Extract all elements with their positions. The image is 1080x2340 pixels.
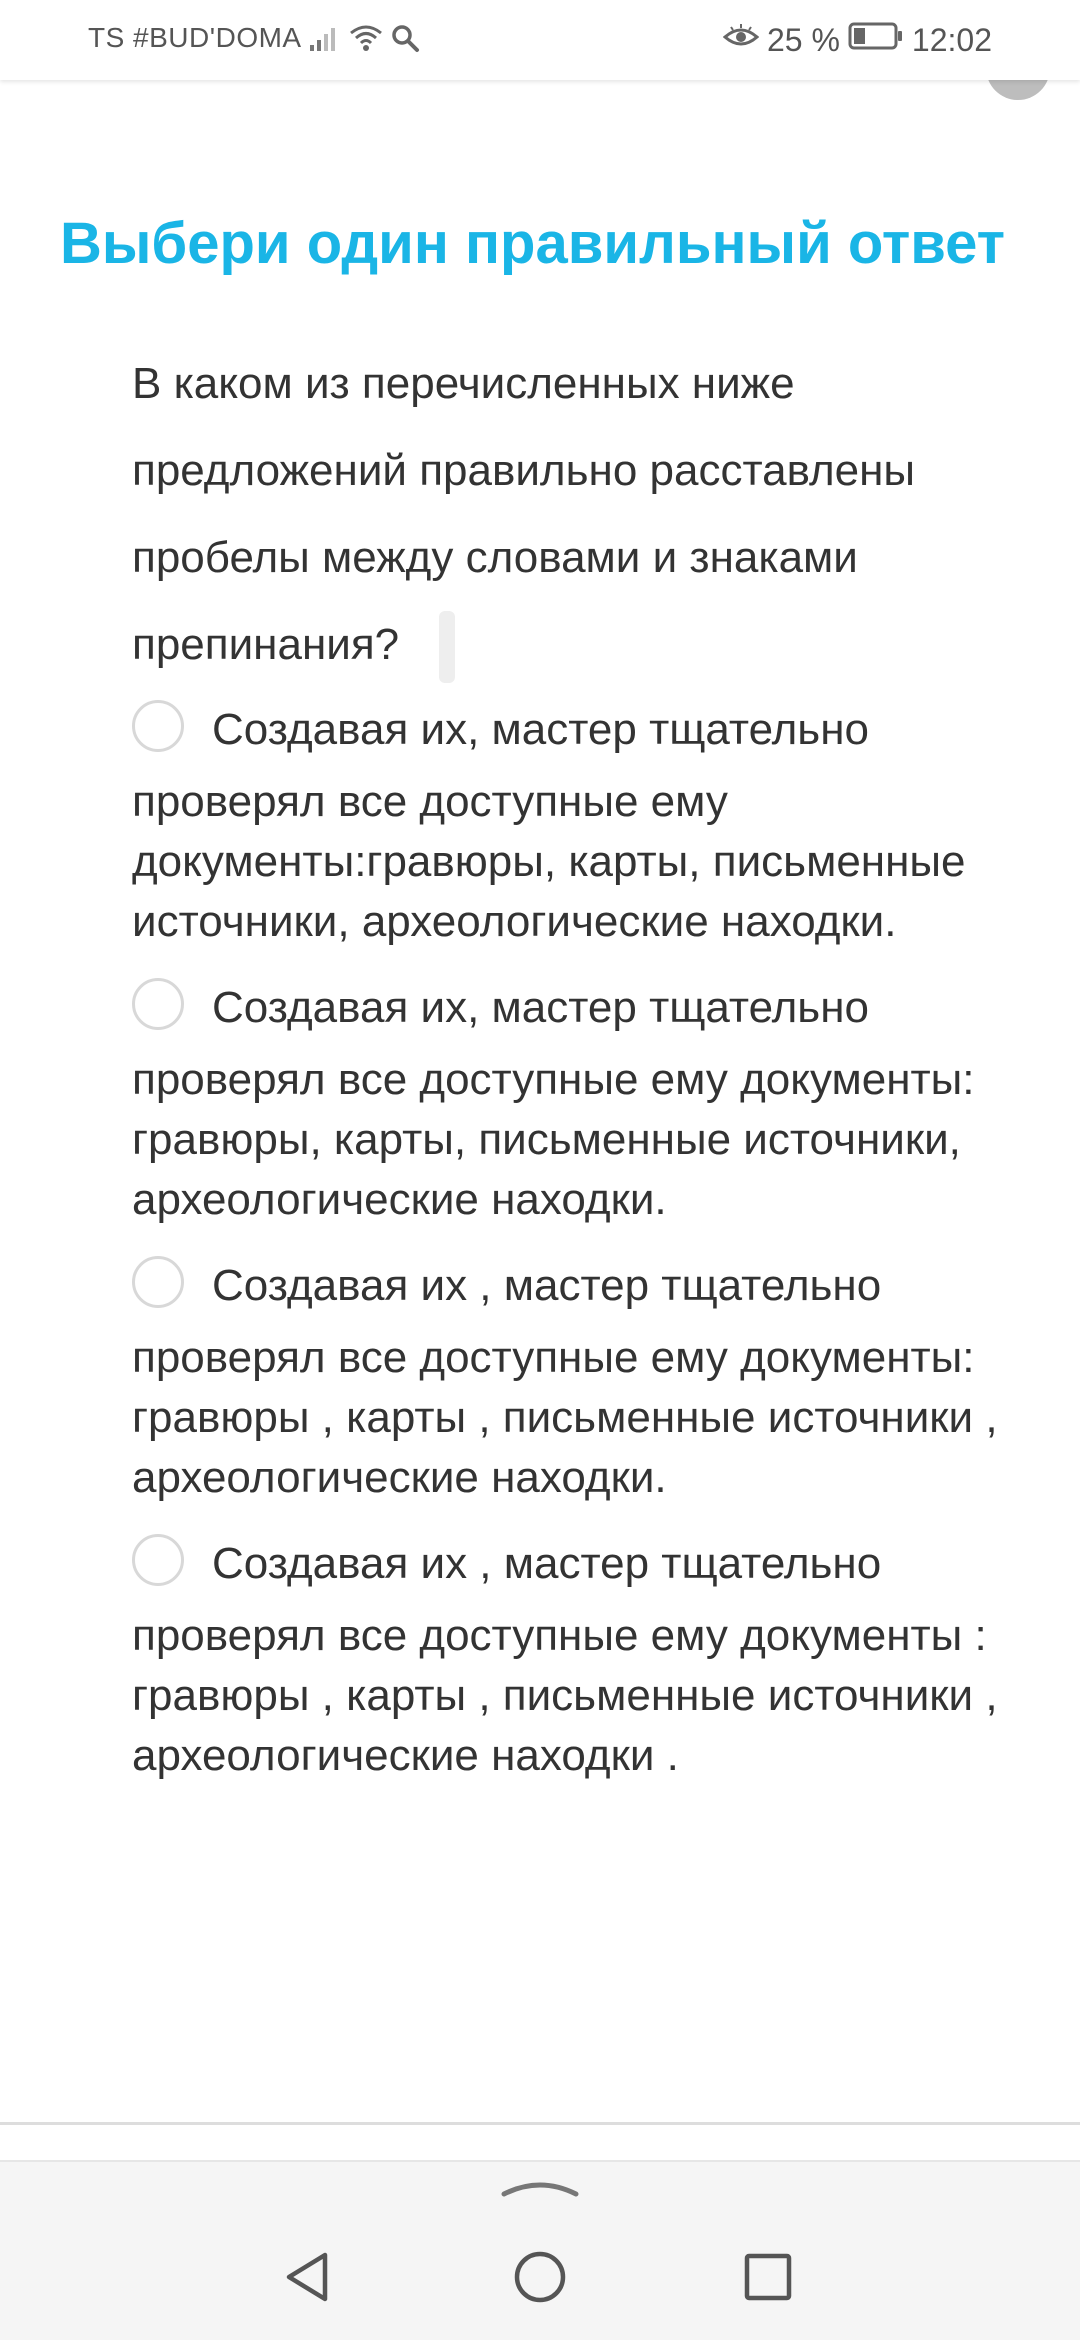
answer-option-2[interactable] bbox=[132, 978, 1032, 1230]
clock: 12:02 bbox=[911, 21, 992, 58]
search-icon bbox=[390, 23, 420, 58]
eye-icon bbox=[723, 22, 759, 59]
answer-options bbox=[132, 700, 1032, 1812]
wifi-icon bbox=[348, 23, 384, 58]
option-text: проверял все доступные ему документы: гравюры , карты , письменные источники , археологические находки. bbox=[132, 1333, 998, 1502]
radio-button[interactable] bbox=[132, 1256, 184, 1308]
battery-icon bbox=[848, 21, 904, 59]
option-text-first-line: Создавая их, мастер тщательно bbox=[212, 983, 869, 1032]
status-icons-right bbox=[723, 18, 992, 62]
text-cursor bbox=[439, 611, 455, 683]
status-icons-left bbox=[308, 20, 420, 60]
home-icon[interactable] bbox=[505, 2242, 575, 2312]
chevron-up-icon[interactable] bbox=[500, 2172, 580, 2202]
option-text: проверял все доступные ему документы: гравюры, карты, письменные источники, археологические находки. bbox=[132, 1055, 975, 1224]
recents-icon[interactable] bbox=[733, 2242, 803, 2312]
page-title: Выбери один правильный ответ bbox=[60, 211, 1006, 276]
radio-button[interactable] bbox=[132, 978, 184, 1030]
option-text-first-line: Создавая их , мастер тщательно bbox=[212, 1261, 882, 1310]
carrier-label: TS #BUD'DOMA bbox=[88, 22, 302, 53]
battery-percent: 25 % bbox=[766, 21, 840, 58]
radio-button[interactable] bbox=[132, 700, 184, 752]
signal-icon bbox=[308, 23, 342, 58]
answer-option-3[interactable] bbox=[132, 1256, 1032, 1508]
answer-option-1[interactable] bbox=[132, 700, 1032, 952]
radio-button[interactable] bbox=[132, 1534, 184, 1586]
answer-option-4[interactable] bbox=[132, 1534, 1032, 1786]
question-text bbox=[132, 340, 1012, 688]
divider bbox=[0, 2122, 1080, 2125]
option-text: проверял все доступные ему документы:гравюры, карты, письменные источники, археологические находки. bbox=[132, 777, 966, 946]
option-text-first-line: Создавая их , мастер тщательно bbox=[212, 1539, 882, 1588]
question-label: В каком из перечисленных ниже предложений правильно расставлены пробелы между словами и знаками препинания? bbox=[132, 359, 928, 669]
option-text-first-line: Создавая их, мастер тщательно bbox=[212, 705, 869, 754]
option-text: проверял все доступные ему документы : гравюры , карты , письменные источники , археологические находки . bbox=[132, 1611, 998, 1780]
back-icon[interactable] bbox=[272, 2242, 342, 2312]
status-bar bbox=[0, 0, 1080, 80]
